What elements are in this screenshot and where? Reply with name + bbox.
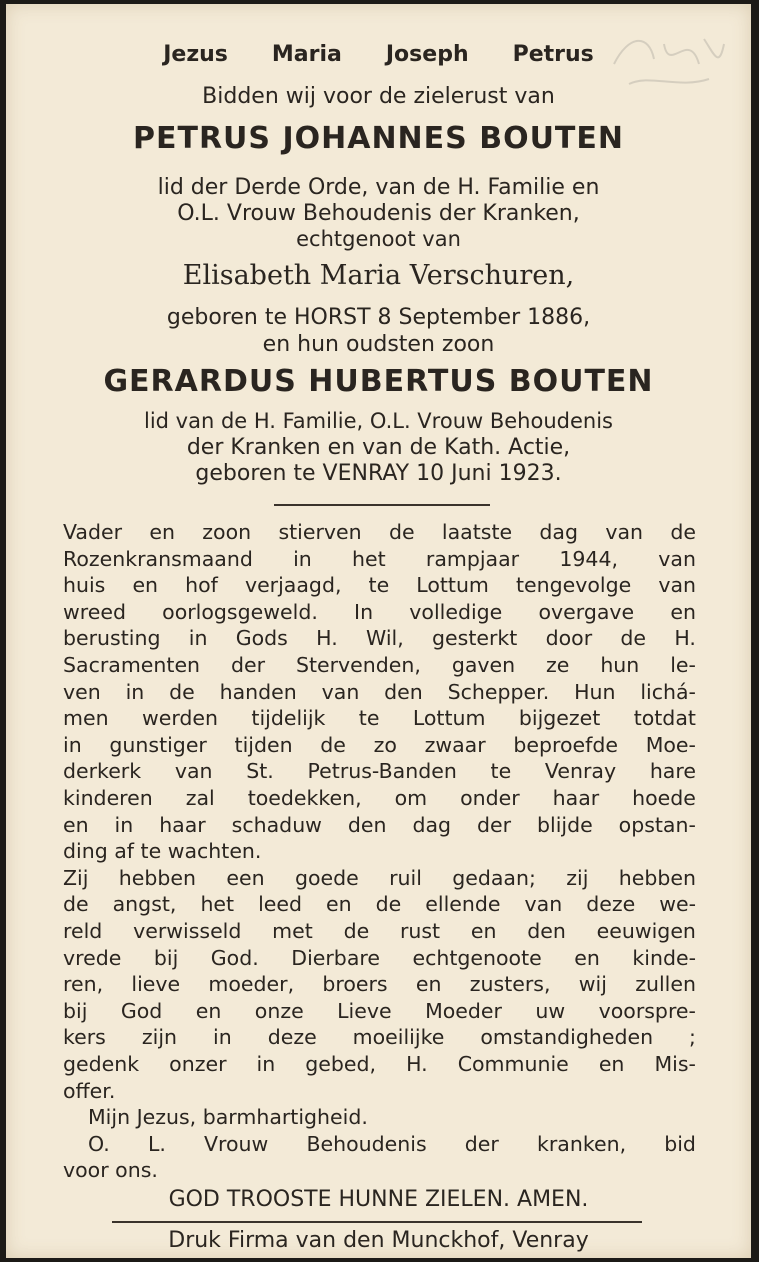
deceased-name-2: GERARDUS HUBERTUS BOUTEN <box>103 364 654 399</box>
memorial-text-line: berusting in Gods H. Wil, gesterkt door de H. <box>63 626 696 651</box>
printer-divider <box>112 1221 642 1223</box>
memorial-text-line: huis en hof verjaagd, te Lottum tengevolge van <box>63 573 696 598</box>
deceased-2-membership-2: der Kranken en van de Kath. Actie, <box>186 435 571 460</box>
memorial-text-line: reld verwisseld met de rust en den eeuwigen <box>63 919 696 943</box>
invocation-joseph: Joseph <box>385 42 469 67</box>
memorial-text-line: de angst, het leed en de ellende van deze we- <box>63 892 696 917</box>
deceased-2-birth: geboren te VENRAY 10 Juni 1923. <box>195 461 562 486</box>
memorial-text-line: ren, lieve moeder, broers en zusters, wij zullen <box>63 972 696 997</box>
memorial-card <box>6 4 751 1258</box>
deceased-name-1: PETRUS JOHANNES BOUTEN <box>133 121 624 156</box>
deceased-1-membership-2: O.L. Vrouw Behoudenis der Kranken, <box>177 201 580 226</box>
son-intro: en hun oudsten zoon <box>262 332 495 357</box>
invocation-jezus: Jezus <box>163 42 228 67</box>
invocation-maria: Maria <box>271 42 342 67</box>
deceased-1-birth: geboren te HORST 8 September 1886, <box>166 305 591 330</box>
memorial-text-line: voor ons. <box>63 1158 158 1183</box>
spouse-intro: echtgenoot van <box>296 227 461 251</box>
memorial-text-line: Sacramenten der Stervenden, gaven ze hun le- <box>63 653 696 677</box>
memorial-text-line: Rozenkransmaand in het rampjaar 1944, van <box>63 546 696 571</box>
memorial-text-line: men werden tijdelijk te Lottum bijgezet totdat <box>63 706 696 731</box>
prayer-line: Bidden wij voor de zielerust van <box>202 84 555 109</box>
memorial-text-line: wreed oorlogsgeweld. In volledige overgave en <box>63 599 696 624</box>
memorial-text-line: bij God en onze Lieve Moeder uw voorspre- <box>63 998 696 1023</box>
deceased-2-membership-1: lid van de H. Familie, O.L. Vrouw Behoudenis <box>144 409 613 433</box>
memorial-text-line: Mijn Jezus, barmhartigheid. <box>88 1105 368 1130</box>
memorial-text-line: O. L. Vrouw Behoudenis der kranken, bid <box>88 1131 696 1156</box>
deceased-1-membership-1: lid der Derde Orde, van de H. Familie en <box>157 175 600 200</box>
memorial-text-line: kers zijn in deze moeilijke omstandigheden ; <box>63 1025 696 1050</box>
memorial-text-line: en in haar schaduw den dag der blijde opstan- <box>63 812 696 837</box>
memorial-text-line: offer. <box>63 1078 116 1103</box>
memorial-text-line: derkerk van St. Petrus-Banden te Venray hare <box>63 759 696 784</box>
invocation <box>6 42 751 67</box>
spouse-name: Elisabeth Maria Verschuren, <box>182 260 575 291</box>
memorial-text-line: ding af te wachten. <box>63 839 262 864</box>
memorial-text-line: Zij hebben een goede ruil gedaan; zij hebben <box>63 865 696 890</box>
memorial-text-line: Vader en zoon stierven de laatste dag van de <box>63 520 696 544</box>
memorial-text-line: vrede bij God. Dierbare echtgenoote en kinde- <box>63 945 696 970</box>
memorial-text-line: ven in de handen van den Schepper. Hun lichá- <box>63 679 696 704</box>
memorial-text-line: gedenk onzer in gebed, H. Communie en Mis- <box>63 1052 696 1076</box>
divider-rule <box>274 504 490 506</box>
closing-prayer: GOD TROOSTE HUNNE ZIELEN. AMEN. <box>168 1187 589 1212</box>
memorial-text-line: in gunstiger tijden de zo zwaar beproefde Moe- <box>63 732 696 757</box>
invocation-petrus: Petrus <box>512 42 594 67</box>
memorial-text-line: kinderen zal toedekken, om onder haar hoede <box>63 786 696 810</box>
printer-line: Druk Firma van den Munckhof, Venray <box>168 1228 589 1253</box>
